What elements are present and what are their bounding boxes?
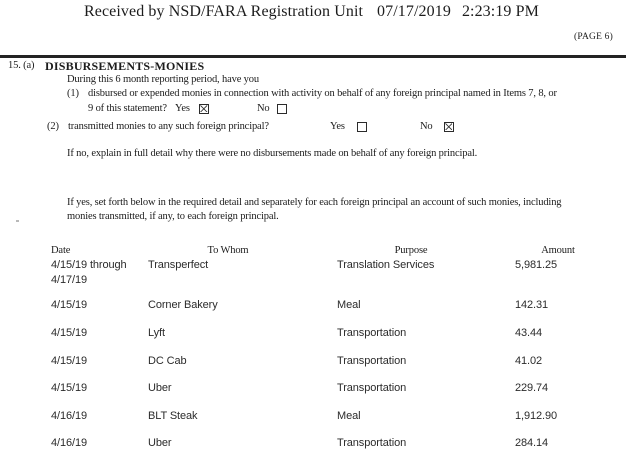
question2-text: transmitted monies to any such foreign principal? [68,121,269,132]
question1-no-checkbox-empty [277,104,287,114]
cell-purpose: Transportation [337,355,407,367]
cell-to-whom: Corner Bakery [148,299,218,311]
cell-date: 4/15/19 [51,299,88,311]
cell-date: 4/15/19 [51,327,88,339]
cell-purpose: Transportation [337,327,407,339]
cell-date: 4/15/19 through [51,259,127,271]
table-row [0,410,626,424]
question2-yes-label: Yes [330,121,345,132]
question2-no-label: No [420,121,433,132]
x-mark-icon [200,105,208,113]
section-divider [0,55,626,58]
cell-to-whom: DC Cab [148,355,187,367]
cell-purpose: Meal [337,299,361,311]
column-header-to-whom: To Whom [207,245,249,256]
cell-date: 4/16/19 [51,410,88,422]
table-row [0,327,626,341]
item-number: 15. (a) [8,60,35,71]
question2-no-checkbox-checked [444,122,454,132]
intro-text: During this 6 month reporting period, have you [67,74,259,85]
table-row [0,437,626,450]
cell-amount: 5,981.25 [515,259,558,271]
cell-to-whom: Uber [148,437,172,449]
cell-to-whom: Transperfect [148,259,209,271]
cell-to-whom: Lyft [148,327,165,339]
column-header-amount: Amount [541,245,575,256]
cell-amount: 1,912.90 [515,410,558,422]
cell-date-line2: 4/17/19 [51,274,88,286]
question1-number: (1) [67,88,79,99]
cell-purpose: Meal [337,410,361,422]
cell-to-whom: BLT Steak [148,410,198,422]
table-row [0,382,626,396]
cell-amount: 284.14 [515,437,549,449]
question1-text-line1: disbursed or expended monies in connection with activity on behalf of any foreign principal named in Items 7, 8, or [88,88,557,99]
received-time: 2:23:19 PM [461,3,539,20]
column-header-date: Date [51,245,71,256]
question1-no-label: No [257,103,270,114]
column-header-purpose: Purpose [394,245,428,256]
cell-amount: 41.02 [515,355,543,367]
cell-amount: 142.31 [515,299,549,311]
cell-date: 4/15/19 [51,382,88,394]
received-stamp-text: Received by NSD/FARA Registration Unit [84,3,364,20]
x-mark-icon [445,123,453,131]
question2-number: (2) [47,121,59,132]
received-stamp [84,3,539,21]
if-yes-instruction-line1: If yes, set forth below in the required detail and separately for each foreign principal an account of such monies, including [67,197,562,208]
cell-amount: 43.44 [515,327,543,339]
page-number: (PAGE 6) [574,32,613,42]
scan-speck [16,220,19,222]
cell-to-whom: Uber [148,382,172,394]
section-title: DISBURSEMENTS-MONIES [45,59,205,73]
if-no-instruction: If no, explain in full detail why there were no disbursements made on behalf of any foreign principal. [67,148,478,159]
table-row [0,259,626,273]
cell-purpose: Translation Services [337,259,435,271]
cell-amount: 229.74 [515,382,549,394]
question1-text-line2: 9 of this statement? [88,103,167,114]
cell-purpose: Transportation [337,382,407,394]
cell-purpose: Transportation [337,437,407,449]
cell-date: 4/16/19 [51,437,88,449]
received-date: 07/17/2019 [377,3,451,20]
question2-yes-checkbox-empty [357,122,367,132]
table-row [0,299,626,313]
question1-yes-checkbox-checked [199,104,209,114]
if-yes-instruction-line2: monies transmitted, if any, to each foreign principal. [67,211,279,222]
question1-yes-label: Yes [175,103,190,114]
cell-date: 4/15/19 [51,355,88,367]
table-row [0,355,626,369]
